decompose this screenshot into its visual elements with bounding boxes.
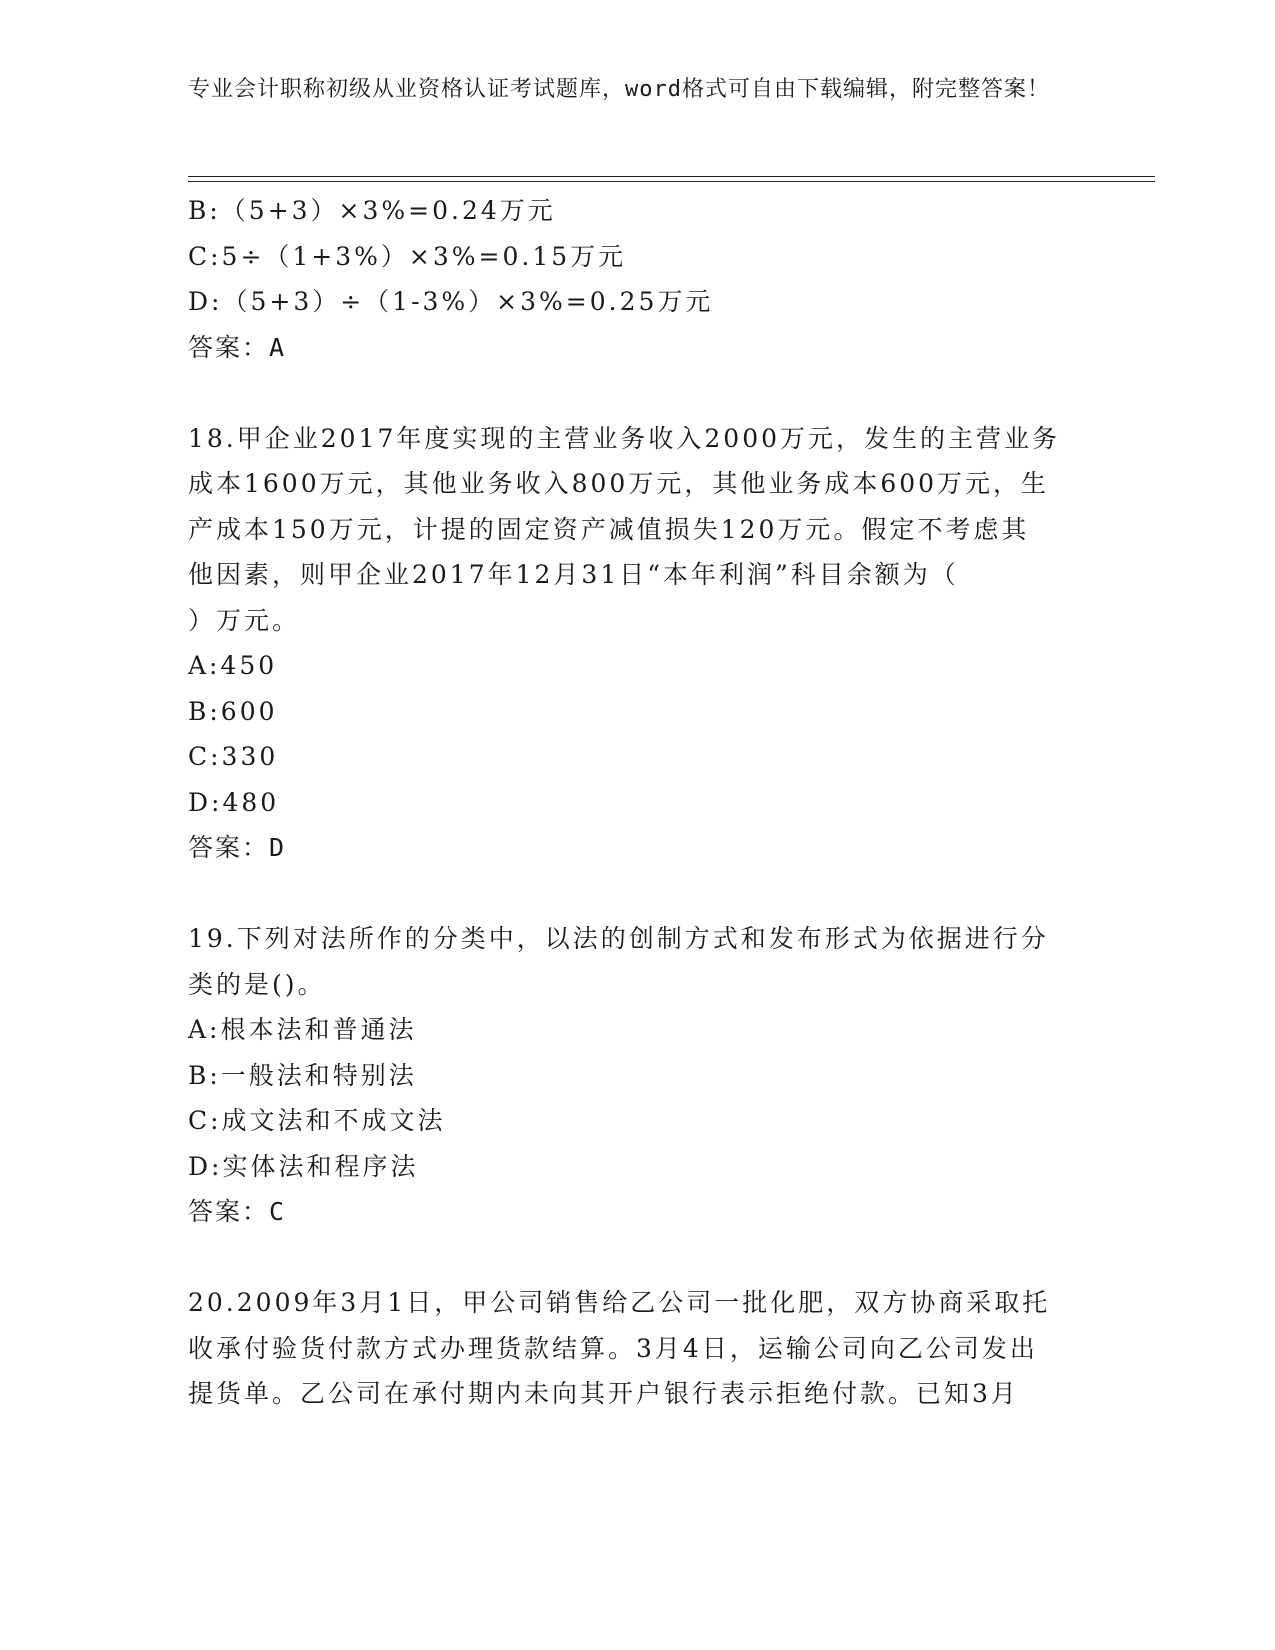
option-c: C:成文法和不成文法 (188, 1106, 446, 1135)
spacer (188, 370, 1088, 416)
option-b: B:一般法和特别法 (188, 1060, 417, 1090)
question-stem-line: 产成本150万元，计提的固定资产减值损失120万元。假定不考虑其 (188, 514, 1030, 544)
question-18 (188, 416, 1088, 871)
header-rule-top (188, 176, 1155, 177)
question-stem-line: 20.2009年3月1日，甲公司销售给乙公司一批化肥，双方协商采取托 (188, 1288, 1051, 1317)
question-17-tail (188, 188, 1088, 370)
option-b: B:600 (188, 696, 278, 726)
question-19 (188, 916, 1088, 1235)
page-header (188, 74, 1068, 106)
option-a: A:450 (188, 651, 278, 680)
option-c: C:5÷（1+3%）×3%=0.15万元 (188, 241, 627, 271)
answer-line: 答案：C (188, 1197, 287, 1226)
option-d: D:480 (188, 787, 280, 817)
question-stem-line: 类的是()。 (188, 969, 326, 999)
question-stem-line: 提货单。乙公司在承付期内未向其开户银行表示拒绝付款。已知3月 (188, 1379, 1019, 1408)
question-stem-line: 成本1600万元，其他业务收入800万元，其他业务成本600万元，生 (188, 469, 1050, 498)
question-20 (188, 1280, 1088, 1417)
header-text: 专业会计职称初级从业资格认证考试题库，word格式可自由下载编辑，附完整答案！ (188, 77, 1050, 102)
question-stem-line: 18.甲企业2017年度实现的主营业务收入2000万元，发生的主营业务 (188, 423, 1061, 453)
option-a: A:根本法和普通法 (188, 1015, 417, 1044)
option-b: B:（5+3）×3%=0.24万元 (188, 196, 556, 225)
option-d: D:（5+3）÷（1-3%）×3%=0.25万元 (188, 287, 714, 316)
document-body (188, 188, 1088, 1417)
header-rule-bottom (188, 181, 1155, 182)
question-stem-line: 他因素，则甲企业2017年12月31日“本年利润”科目余额为（ (188, 560, 959, 589)
question-stem-line: 收承付验货付款方式办理货款结算。3月4日，运输公司向乙公司发出 (188, 1333, 1038, 1363)
answer-line: 答案：A (188, 332, 287, 362)
answer-line: 答案：D (188, 833, 287, 862)
question-stem-line: ）万元。 (188, 605, 301, 635)
spacer (188, 1235, 1088, 1281)
question-stem-line: 19.下列对法所作的分类中，以法的创制方式和发布形式为依据进行分 (188, 924, 1049, 953)
spacer (188, 871, 1088, 917)
option-d: D:实体法和程序法 (188, 1151, 419, 1181)
option-c: C:330 (188, 742, 279, 771)
